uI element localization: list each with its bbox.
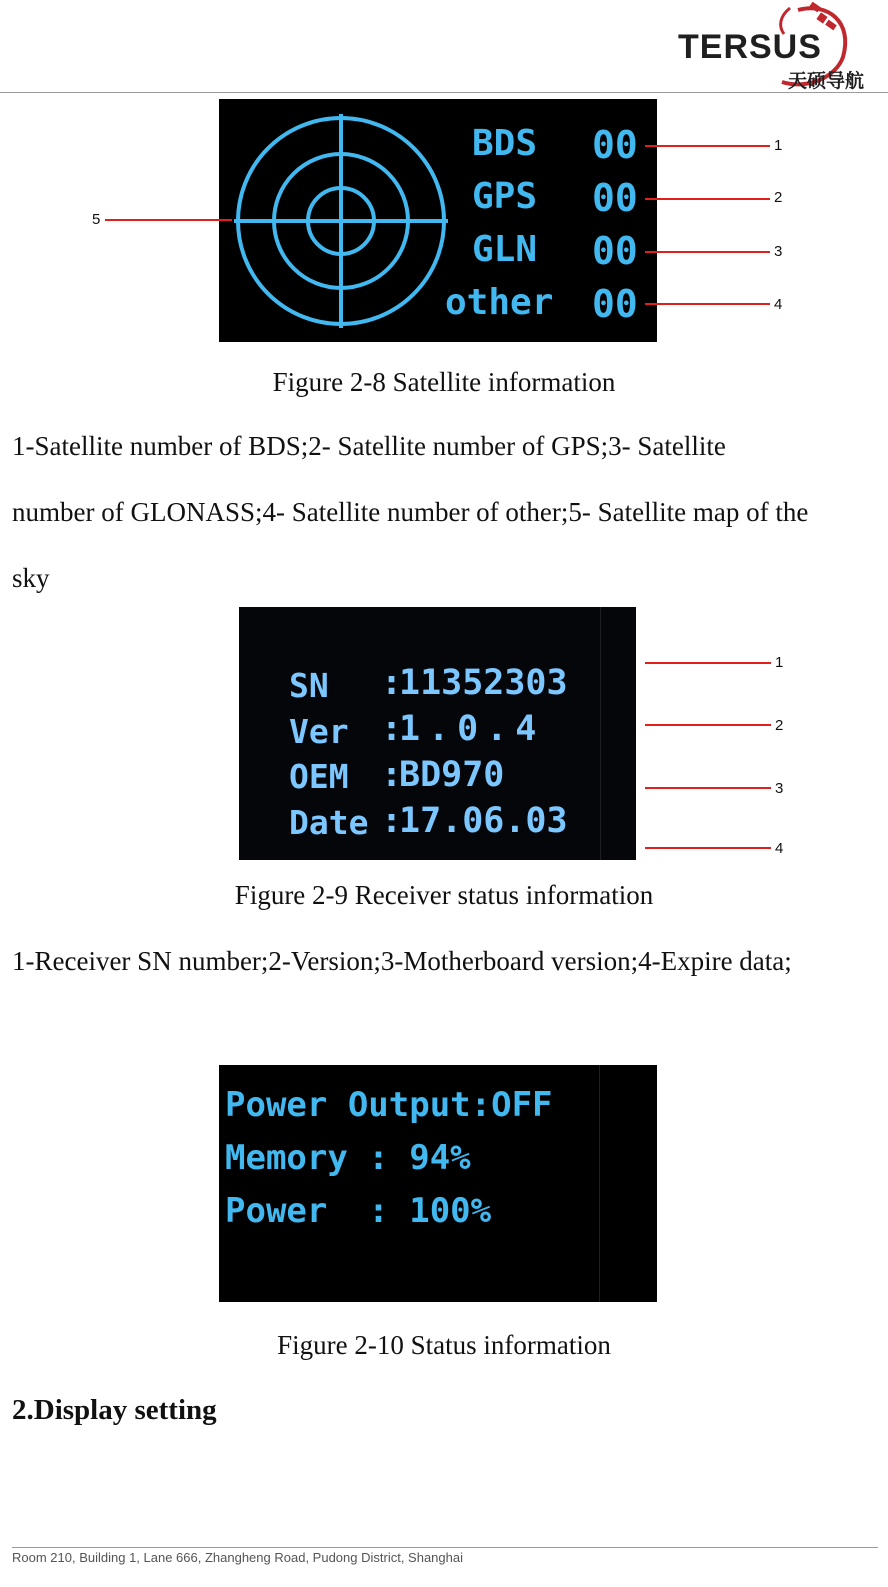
screen-edge-divider	[599, 1065, 600, 1302]
footer-divider	[12, 1547, 878, 1548]
callout-line	[645, 145, 770, 147]
value-date: 17.06.03	[399, 801, 568, 841]
logo-wordmark: TERSUS	[678, 28, 822, 66]
separator-oem: :	[381, 755, 403, 795]
label-gln: GLN	[472, 229, 538, 270]
callout-line	[645, 847, 771, 849]
value-oem: BD970	[399, 755, 505, 795]
separator-date: :	[381, 801, 403, 841]
callout-number: 4	[775, 840, 784, 857]
description-line: sky	[12, 563, 50, 593]
callout-line	[645, 724, 771, 726]
label-oem: OEM	[289, 757, 349, 796]
receiver-status-screen	[239, 607, 636, 860]
value-gps: 00	[592, 176, 638, 220]
footer-address: Room 210, Building 1, Lane 666, Zhangheng Road, Pudong District, Shanghai	[12, 1550, 463, 1565]
callout-line	[645, 303, 770, 305]
value-bds: 00	[592, 123, 638, 167]
separator-ver: :	[381, 709, 403, 749]
value-ver: 1.0.4	[399, 709, 545, 749]
callout-line	[645, 787, 771, 789]
label-bds: BDS	[472, 123, 538, 164]
callout-number: 2	[774, 189, 783, 206]
logo-chinese-text: 天硕导航	[788, 70, 865, 92]
sky-map-icon	[229, 109, 453, 333]
label-ver: Ver	[289, 712, 349, 751]
callout-number: 2	[775, 717, 784, 734]
figure-caption: Figure 2-10 Status information	[277, 1330, 611, 1360]
description-line: 1-Receiver SN number;2-Version;3-Motherboard version;4-Expire data;	[12, 946, 792, 976]
callout-line	[105, 219, 232, 221]
value-other: 00	[592, 282, 638, 326]
satellite-info-screen	[219, 99, 657, 342]
figure-description	[12, 545, 878, 611]
label-other: other	[445, 282, 554, 323]
figure-caption: Figure 2-8 Satellite information	[272, 367, 616, 397]
description-line: 1-Satellite number of BDS;2- Satellite number of GPS;3- Satellite	[12, 431, 726, 461]
section-heading: 2.Display setting	[12, 1394, 217, 1426]
description-line: number of GLONASS;4- Satellite number of other;5- Satellite map of the	[12, 497, 809, 527]
callout-number: 3	[775, 780, 784, 797]
figure-description	[12, 479, 878, 545]
callout-line	[645, 662, 771, 664]
callout-number: 4	[774, 296, 783, 313]
figure-caption: Figure 2-9 Receiver status information	[234, 880, 654, 910]
header-divider	[0, 92, 888, 93]
power-line: Power : 100%	[225, 1191, 492, 1231]
callout-line	[645, 198, 770, 200]
value-gln: 00	[592, 229, 638, 273]
figure-description	[12, 928, 878, 994]
figure-description	[12, 413, 878, 479]
tersus-logo	[678, 2, 878, 92]
callout-number: 1	[775, 654, 784, 671]
memory-line: Memory : 94%	[225, 1138, 471, 1178]
separator-sn: :	[381, 663, 403, 703]
label-date: Date	[289, 803, 369, 842]
status-info-screen	[219, 1065, 657, 1302]
callout-number: 1	[774, 137, 783, 154]
label-gps: GPS	[472, 176, 538, 217]
callout-line	[645, 251, 770, 253]
callout-number: 5	[92, 211, 101, 228]
value-sn: 11352303	[399, 663, 568, 703]
screen-edge-divider	[600, 607, 601, 860]
power-output-line: Power Output:OFF	[225, 1085, 553, 1125]
callout-number: 3	[774, 243, 783, 260]
label-sn: SN	[289, 666, 329, 705]
